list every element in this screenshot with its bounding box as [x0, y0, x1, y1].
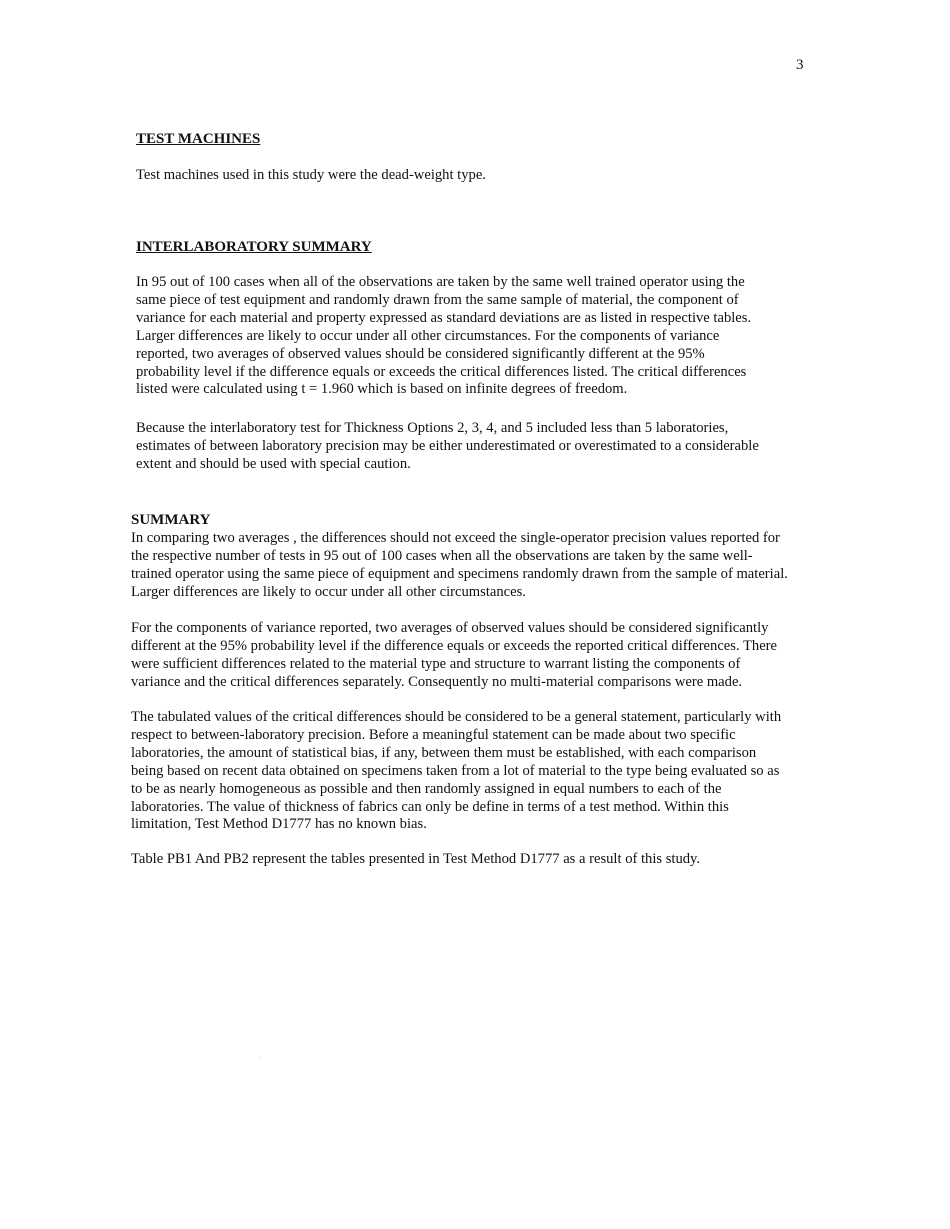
- text-line: In comparing two averages , the differences should not exceed the single-operator precision values reported for: [131, 530, 780, 546]
- summary-paragraph-1: [131, 530, 788, 602]
- text-line: Larger differences are likely to occur under all other circumstances.: [131, 583, 526, 600]
- text-line: trained operator using the same piece of equipment and specimens randomly drawn from the sample of material.: [131, 565, 788, 582]
- text-line: being based on recent data obtained on specimens taken from a lot of material to the type being evaluated so as: [131, 762, 780, 779]
- summary-paragraph-2: [131, 620, 777, 692]
- text-line: Table PB1 And PB2 represent the tables presented in Test Method D1777 as a result of this study.: [131, 851, 701, 867]
- summary-heading: SUMMARY: [131, 512, 211, 528]
- text-line: to be as nearly homogeneous as possible and then randomly assigned in equal numbers to each of the: [131, 780, 722, 797]
- summary-paragraph-4: [131, 851, 700, 869]
- test-machines-text: [136, 167, 486, 185]
- text-line: listed were calculated using t = 1.960 which is based on infinite degrees of freedom.: [136, 381, 628, 398]
- text-line: Larger differences are likely to occur under all other circumstances. For the components of variance: [136, 327, 720, 344]
- summary-paragraph-3: [131, 709, 781, 834]
- text-line: same piece of test equipment and randomly drawn from the same sample of material, the component of: [136, 291, 739, 308]
- text-line: respect to between-laboratory precision. Before a meaningful statement can be made about two specific: [131, 726, 736, 743]
- page-number: 3: [796, 57, 804, 73]
- text-line: the respective number of tests in 95 out of 100 cases when all the observations are taken by the same well-: [131, 547, 753, 564]
- text-line: In 95 out of 100 cases when all of the observations are taken by the same well trained operator using the: [136, 274, 745, 290]
- interlaboratory-paragraph-1: [136, 274, 751, 399]
- text-line: Test machines used in this study were the dead-weight type.: [136, 167, 486, 183]
- text-line: estimates of between laboratory precision may be either underestimated or overestimated to a considerable: [136, 437, 759, 454]
- text-line: probability level if the difference equals or exceeds the critical differences listed. The critical differences: [136, 363, 747, 380]
- text-line: laboratories, the amount of statistical bias, if any, between them must be established, with each comparison: [131, 744, 757, 761]
- scan-speck: [259, 1057, 260, 1058]
- interlaboratory-paragraph-2: [136, 420, 759, 474]
- interlaboratory-summary-heading: INTERLABORATORY SUMMARY: [136, 239, 372, 255]
- text-line: were sufficient differences related to the material type and structure to warrant listing the components of: [131, 655, 741, 672]
- text-line: Because the interlaboratory test for Thickness Options 2, 3, 4, and 5 included less than 5 laboratories,: [136, 420, 729, 436]
- text-line: different at the 95% probability level if the difference equals or exceeds the reported critical differences. There: [131, 637, 778, 654]
- text-line: limitation, Test Method D1777 has no known bias.: [131, 816, 427, 833]
- text-line: laboratories. The value of thickness of fabrics can only be define in terms of a test method. Within this: [131, 798, 729, 815]
- text-line: variance for each material and property expressed as standard deviations are as listed in respective tables.: [136, 309, 752, 326]
- text-line: variance and the critical differences separately. Consequently no multi-material comparisons were made.: [131, 673, 743, 690]
- text-line: reported, two averages of observed values should be considered significantly different at the 95%: [136, 345, 705, 362]
- text-line: extent and should be used with special caution.: [136, 455, 411, 472]
- text-line: For the components of variance reported, two averages of observed values should be considered significantly: [131, 620, 769, 636]
- text-line: The tabulated values of the critical differences should be considered to be a general statement, particularly with: [131, 709, 782, 725]
- test-machines-heading: TEST MACHINES: [136, 131, 261, 147]
